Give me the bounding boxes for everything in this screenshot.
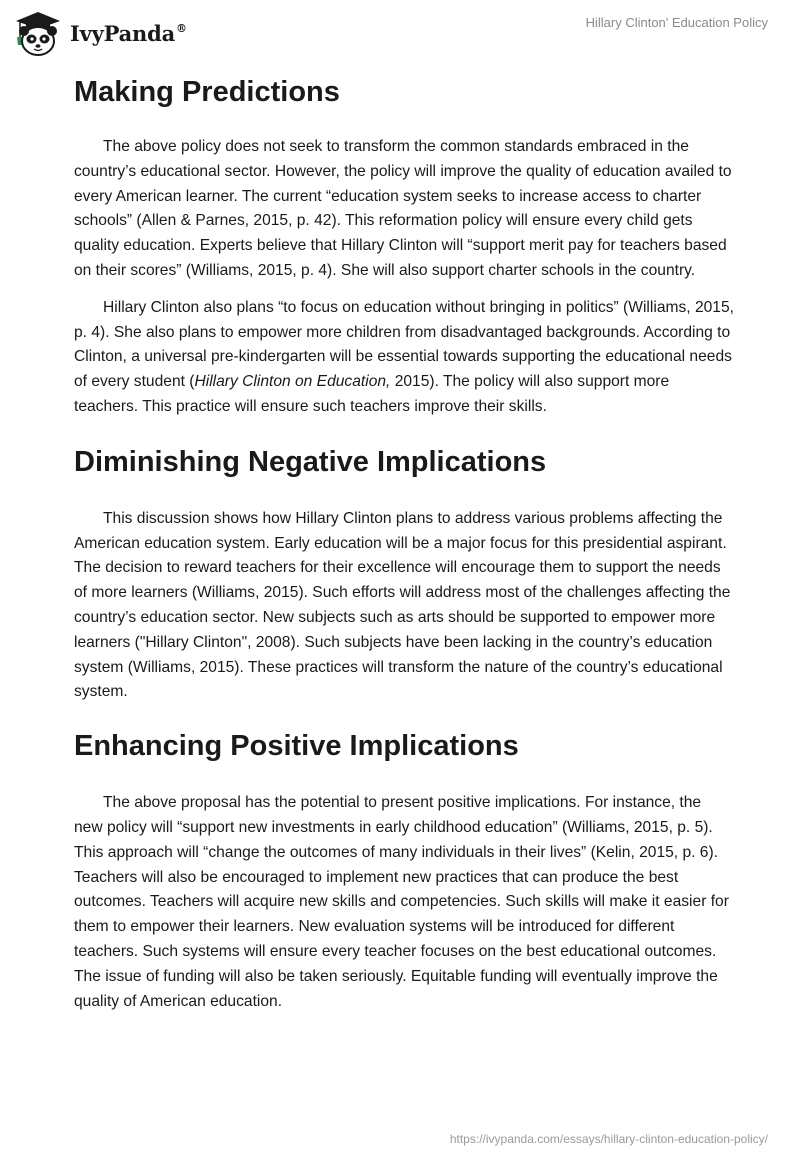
source-url[interactable]: https://ivypanda.com/essays/hillary-clinton-education-policy/: [449, 1132, 768, 1146]
section-heading-making-predictions: Making Predictions: [74, 76, 340, 108]
section-heading-enhancing-positive-implications: Enhancing Positive Implications: [74, 730, 519, 763]
paragraph: The above proposal has the potential to present positive implications. For instance, the new policy will “support new investments in early childhood education” (Williams, 2015, p. 5). This approach will “change the outcomes of many individuals in their lives” (Kelin, 2015, p. 6). Teachers will also be encouraged to implement new practices that can produce the best outcomes. Teachers will acquire new skills and competencies. Such skills will make it easier for them to empower their learners. New evaluation systems will be introduced for different teachers. Such systems will ensure every teacher focuses on the best educational outcomes. The issue of funding will also be taken seriously. Equitable funding will eventually improve the quality of American education.: [74, 794, 729, 1010]
brand-name: IvyPanda®: [70, 20, 187, 46]
document-title: Hillary Clinton' Education Policy: [585, 15, 768, 30]
essay-body: [74, 70, 734, 1014]
paragraph: This discussion shows how Hillary Clinton plans to address various problems affecting the American education system. Early education will be a major focus for this presidential aspirant. The decision to reward teachers for their excellence will encourage them to support the needs of more learners (Williams, 2015). Such efforts will address most of the challenges affecting the country’s education sector. New subjects such as arts should be supported to empower more learners ("Hillary Clinton", 2008). Such subjects have been lacking in the country’s education system (Williams, 2015). These practices will transform the nature of the country’s educational system.: [74, 509, 731, 701]
ivypanda-logo[interactable]: [12, 8, 187, 58]
section-heading-diminishing-negative-implications: Diminishing Negative Implications: [74, 445, 547, 478]
italic-title: Hillary Clinton on Education,: [194, 373, 391, 391]
paragraph: [74, 296, 734, 420]
paragraph: The above policy does not seek to transform the common standards embraced in the country’s educational sector. However, the policy will improve the quality of education availed to every American learner. The current “education system seeks to increase access to charter schools” (Allen & Parnes, 2015, p. 42). This reformation policy will ensure every child gets quality education. Experts believe that Hillary Clinton will “support merit pay for teachers based on their scores” (Williams, 2015, p. 4). She will also support charter schools in the country.: [74, 138, 732, 279]
paragraph-text: 2015). The policy will also support more teachers. This practice will ensure such teachers improve their skills.: [74, 373, 670, 415]
page-header: [0, 0, 800, 66]
panda-graduate-icon: [12, 9, 64, 57]
paragraph-text: Hillary Clinton also plans “to focus on education without bringing in politics” (Williams, 2015, p. 4). She also plans to empower more children from disadvantaged backgrounds. According to Clinton, a universal pre-kindergarten will be essential towards supporting the educational needs of every student (: [74, 298, 734, 391]
